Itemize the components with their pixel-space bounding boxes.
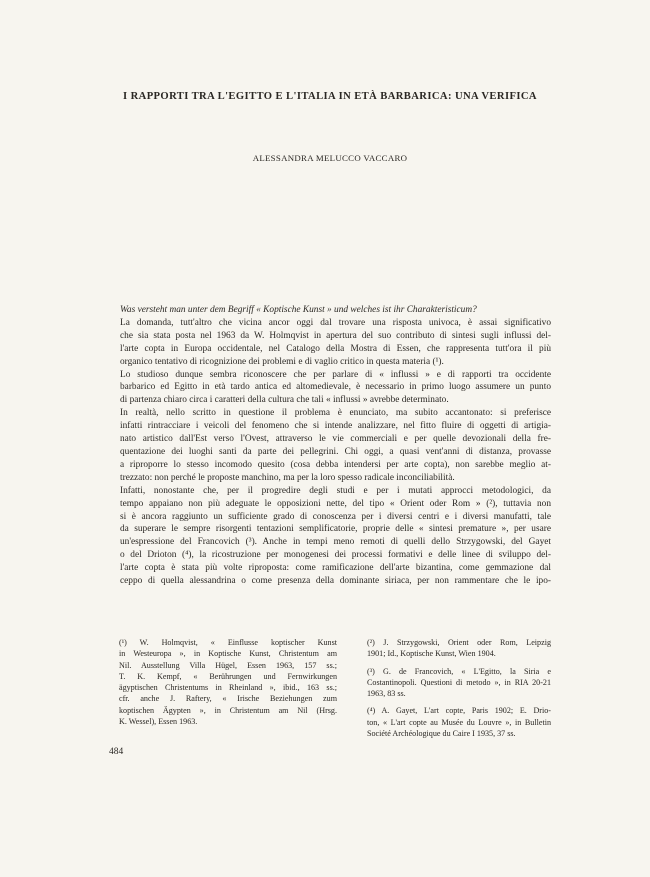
footnote-line: 1963, 83 ss.	[367, 689, 406, 699]
footnote-line: (¹) W. Holmqvist, « Einflusse koptischer Kunst	[119, 638, 337, 647]
text-line: si è ancora raggiunto un sufficiente grado di conoscenza per i diversi centri e i diversi manufatti, tale	[120, 511, 551, 522]
text-line: infatti rintracciare i veicoli del fenomeno che si intende analizzare, nel fitto fluire di oggetti di artigia-	[120, 421, 551, 432]
text-line: Infatti, nonostante che, per il progredire degli studi e per i mutati approcci metodologici, da	[120, 485, 551, 496]
footnote-line: (⁴) A. Gayet, L'art copte, Paris 1902; E. Drio-	[367, 706, 551, 716]
text-line: La domanda, tutt'altro che vicina ancor oggi dal trovare una risposta univoca, è assai significativo	[120, 317, 551, 328]
footnote-line: K. Wessel), Essen 1963.	[119, 717, 198, 727]
footnote-line: cfr. anche J. Raftery, « Irische Beziehungen zum	[119, 694, 337, 704]
text-line: da superare le sempre risorgenti tentazioni semplificatorie, proprie delle « sintesi premature », per usare	[120, 524, 551, 535]
text-line: l'arte copta è stata più volte riproposta: come ramificazione dell'arte bizantina, come gemmazione dal	[120, 563, 551, 574]
footnote-3	[357, 666, 551, 700]
text-line: quentazione dei luoghi santi da parte dei pellegrini. Chi oggi, a quasi vent'anni di distanza, provasse	[120, 446, 551, 457]
text-line: barbarico ed Egitto in età tardo antica ed altomedievale, è necessario in primo luogo assumere un punto	[120, 382, 551, 393]
text-line: tempo appaiano non più adeguate le opposizioni nette, del tipo « Orient oder Rom » (²), tuttavia non	[120, 498, 551, 509]
text-line: Was versteht man unter dem Begriff « Koptische Kunst » und welches ist ihr Charakteristicum?	[120, 305, 477, 315]
page-number: 484	[109, 747, 124, 757]
footnote-line: T. K. Kempf, « Berührungen und Fernwirkungen	[119, 671, 337, 681]
article-title: I RAPPORTI TRA L'EGITTO E L'ITALIA IN ETÀ BARBARICA: UNA VERIFICA	[123, 91, 537, 102]
text-line: ceppo di quella alessandrina o come presenza della dominante siriaca, per non rammentare che le ipo-	[120, 576, 551, 587]
article-body	[109, 304, 551, 588]
footnotes-right-column	[357, 637, 551, 745]
footnote-line: ton, « L'art copte au Musée du Louvre », in Bulletin	[367, 717, 551, 727]
footnote-line: koptischen Ägypten », in Christentum am Nil (Hrsg.	[119, 705, 337, 715]
footnote-line: Costantinopoli. Questioni di metodo », in RIA 20-21	[367, 677, 551, 687]
footnote-line: (²) J. Strzygowski, Orient oder Rom, Leipzig	[367, 638, 551, 647]
text-line: organico tentativo di ricognizione dei problemi e di vaglio critico in questa materia (¹).	[120, 356, 444, 367]
footnote-4	[357, 705, 551, 739]
footnote-line: 1901; Id., Koptische Kunst, Wien 1904.	[367, 649, 496, 659]
footnote-line: ägyptischen Christentums in Rheinland », ibid., 163 ss.;	[119, 683, 337, 693]
paragraph-2	[109, 317, 551, 369]
paragraph-1	[109, 304, 551, 317]
paragraph-3	[109, 369, 551, 408]
text-line: trezzato: non perché le proposte manchino, ma per la loro spesso radicale inconciliabilità.	[120, 472, 455, 483]
article-author: ALESSANDRA MELUCCO VACCARO	[252, 153, 408, 163]
footnote-line: in Westeuropa », in Koptische Kunst, Christentum am	[119, 649, 337, 659]
text-line: l'arte copta in Europa occidentale, nel Catalogo della Mostra di Essen, che rappresenta tutt'ora il più	[120, 343, 551, 354]
text-line: a riproporre lo stesso incomodo quesito (cosa debba intendersi per arte copta), non sarebbe meglio at-	[120, 459, 551, 470]
footnote-line: (³) G. de Francovich, « L'Egitto, la Siria e	[367, 666, 551, 676]
text-line: Lo studioso dunque sembra riconoscere che per parlare di « influssi » e di rapporti tra occidente	[120, 369, 551, 380]
paragraph-4	[109, 407, 551, 484]
text-line: nato artistico dall'Est verso l'Ovest, attraverso le vie commerciali e per quelle devozionali della fre-	[120, 434, 551, 445]
footnote-line: Nil. Ausstellung Villa Hügel, Essen 1963, 157 ss.;	[119, 660, 337, 670]
text-line: di partenza chiaro circa i caratteri della cultura che tali « influssi » avrebbe determinato.	[120, 395, 449, 406]
paragraph-5	[109, 485, 551, 588]
footnotes-left-column	[109, 637, 337, 733]
text-line: che sia stata posta nel 1963 da W. Holmqvist in apertura del suo contributo di sintesi sugli influssi del-	[120, 330, 551, 341]
text-line: un'espressione del Francovich (³). Anche in tempi meno remoti di quelli dello Strzygowski, del Gayet	[120, 537, 551, 548]
footnote-2	[357, 637, 551, 660]
text-line: In realtà, nello scritto in questione il problema è enunciato, ma subito accantonato: si preferisce	[120, 408, 551, 419]
text-line: o del Drioton (⁴), la ricostruzione per monogenesi dei processi formativi e delle linee di sviluppo del-	[120, 550, 551, 561]
footnote-1	[109, 637, 337, 727]
footnote-line: Société Archéologique du Caire I 1935, 37 ss.	[367, 729, 516, 739]
